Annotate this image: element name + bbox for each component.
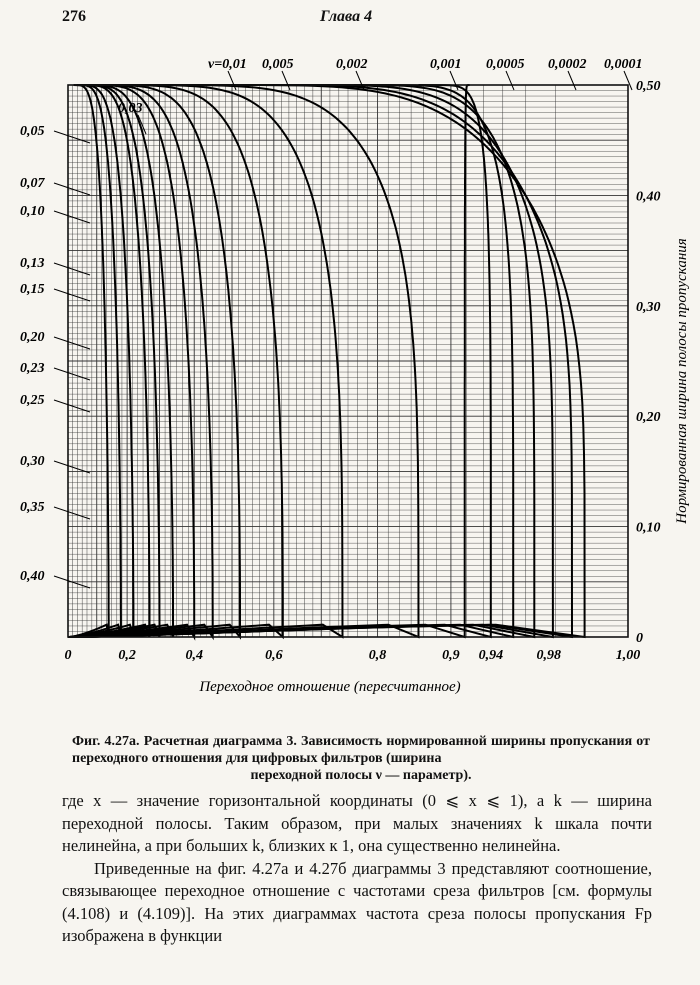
leader-line	[506, 71, 514, 90]
curve-label-0-20: 0,20	[20, 330, 45, 345]
curve-label-0-10: 0,10	[20, 204, 45, 219]
y-tick-label: 0	[636, 631, 643, 646]
y-tick-labels	[636, 79, 661, 646]
x-tick-label: 0,8	[368, 648, 387, 663]
curve-label-0-40: 0,40	[20, 569, 45, 584]
curve-label-0-005: 0,005	[262, 57, 294, 72]
leader-line	[54, 507, 90, 519]
leader-line	[54, 368, 90, 380]
leader-line	[54, 131, 90, 143]
caption-line-2: пропускания от переходного отношения для цифровых фильтров (ширина	[72, 734, 650, 766]
y-tick-label: 0,50	[636, 79, 661, 94]
curve-label-0-03: 0,03	[118, 101, 143, 116]
curve-label-0-15: 0,15	[20, 282, 45, 297]
chart-grid	[68, 85, 628, 637]
caption-line-1: Фиг. 4.27а. Расчетная диаграмма 3. Зависимость нормированной ширины	[72, 734, 546, 749]
y-tick-label: 0,10	[636, 520, 661, 536]
curve-label-0-13: 0,13	[20, 256, 45, 271]
x-tick-label: 0,2	[118, 648, 136, 663]
x-axis-label: Переходное отношение (пересчитанное)	[199, 679, 461, 695]
curve-label-0-23: 0,23	[20, 361, 45, 376]
curve-label-0-07: 0,07	[20, 176, 45, 191]
curve-label-0-30: 0,30	[20, 454, 45, 469]
curve-label-0-0005: 0,0005	[486, 57, 525, 72]
curve-label-0-0001: 0,0001	[604, 57, 643, 72]
chapter-heading: Глава 4	[320, 8, 373, 25]
curve-label-0-25: 0,25	[20, 393, 45, 408]
y-tick-label: 0,20	[636, 410, 661, 426]
curve-label-0-05: 0,05	[20, 124, 45, 139]
x-tick-label: 0,98	[536, 648, 562, 663]
leader-line	[54, 400, 90, 412]
x-tick-label: 1,00	[615, 648, 641, 663]
leader-line	[282, 71, 290, 90]
x-tick-label: 0,94	[478, 648, 504, 663]
leader-line	[54, 183, 90, 195]
curve-label-0-0002: 0,0002	[548, 57, 587, 72]
leader-line	[54, 263, 90, 275]
design-chart	[0, 35, 700, 705]
leader-line	[54, 211, 90, 223]
x-tick-label: 0,9	[442, 648, 460, 663]
page-number: 276	[62, 8, 86, 25]
leader-line	[54, 289, 90, 301]
x-tick-label: 0	[64, 648, 72, 663]
x-tick-label: 0,4	[185, 648, 203, 663]
paragraph-1: где x — значение горизонтальной координаты (0 ⩽ x ⩽ 1), а k — ширина переходной полосы. Таким образом, при малых значениях k шкала почти нелинейна, а при больших k, близких к 1, она существенно нелинейна.	[62, 791, 652, 855]
y-tick-label: 0,30	[636, 299, 661, 315]
y-axis-label: Нормированная ширина полосы пропускания	[674, 238, 690, 524]
curve-label-0-35: 0,35	[20, 500, 45, 515]
curve-label-0-002: 0,002	[336, 57, 368, 72]
x-tick-label: 0,6	[265, 648, 283, 663]
body-text	[62, 790, 652, 948]
leader-line	[568, 71, 576, 90]
caption-line-3: переходной полосы ν — параметр).	[250, 768, 472, 783]
y-tick-label: 0,40	[636, 189, 661, 205]
figure-caption	[72, 733, 650, 784]
x-tick-labels	[65, 648, 641, 663]
curve-label-0-01: ν=0,01	[208, 57, 247, 72]
paragraph-2: Приведенные на фиг. 4.27а и 4.27б диаграммы 3 представляют соотношение, связывающее переходное отношение с частотами среза фильтров [см. формулы (4.108) и (4.109)]. На этих диаграммах частота среза полосы пропускания Fp изображена в функции	[62, 858, 652, 945]
curve-label-0-001: 0,001	[430, 57, 462, 72]
